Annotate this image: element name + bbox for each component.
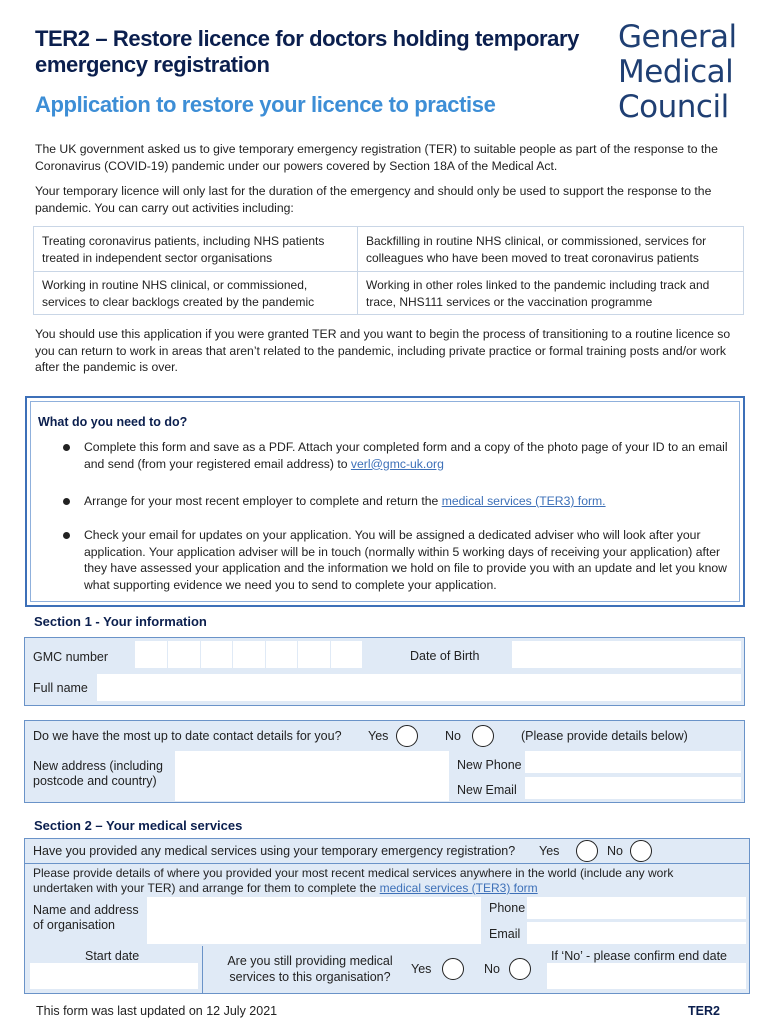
contact-details-box (24, 720, 745, 803)
still-no-radio[interactable] (509, 958, 531, 980)
activity-cell: Working in routine NHS clinical, or commissioned, services to clear backlogs created by the pandemic (42, 278, 315, 309)
instruction-item: Arrange for your most recent employer to complete and return the medical services (TER3) form. (84, 494, 606, 508)
instruction-item: Check your email for updates on your application. You will be assigned a dedicated adviser who will look after your application. Your application adviser will be in touch (normally within 5 working days of receiving your application) after they have assessed your application and the information we hold on file to provide you with an update and let you know what supporting evidence we need you to send to complete your application. (84, 528, 727, 592)
form-subtitle: Application to restore your licence to practise (35, 92, 496, 117)
ter3-form-link-2[interactable]: medical services (TER3) form (379, 881, 538, 895)
contact-no-radio[interactable] (472, 725, 494, 747)
org-phone-label: Phone (489, 901, 526, 915)
bullet-icon (63, 444, 70, 451)
new-address-input[interactable] (175, 751, 449, 801)
intro-paragraph-3: You should use this application if you were granted TER and you want to begin the process of transitioning to a routine licence so you can return to work in areas that aren’t related to the pandemic, including private practice or formal training posts and/or work after the pandemic is over. (35, 327, 731, 374)
contact-note: (Please provide details below) (521, 729, 688, 743)
intro-paragraph-1: The UK government asked us to give temporary emergency registration (TER) to suitable people as part of the response to the Coronavirus (COVID-19) pandemic under our powers covered by Section 18A of the Medical Act. (35, 142, 718, 173)
logo-line-general: General (618, 19, 737, 55)
services-question: Have you provided any medical services using your temporary emergency registration? (33, 844, 516, 858)
your-information-box (24, 637, 745, 706)
start-date-input[interactable] (30, 963, 198, 989)
section-2-heading: Section 2 – Your medical services (34, 818, 243, 833)
end-date-label: If ‘No’ - please confirm end date (551, 949, 728, 963)
new-address-label: New address (including postcode and country) (33, 759, 163, 788)
new-email-label: New Email (457, 783, 517, 797)
services-no-radio[interactable] (630, 840, 652, 862)
end-date-input[interactable] (547, 963, 746, 989)
bullet-icon (63, 532, 70, 539)
organisation-input[interactable] (147, 897, 481, 944)
still-yes-radio[interactable] (442, 958, 464, 980)
contact-no-label: No (445, 729, 461, 743)
form-title: TER2 – Restore licence for doctors holding temporary emergency registration (35, 26, 579, 77)
instructions-box (25, 396, 745, 607)
gmc-number-label: GMC number (33, 650, 109, 664)
services-yes-label: Yes (539, 844, 560, 858)
email-link[interactable]: verl@gmc-uk.org (350, 456, 444, 471)
activities-table (33, 226, 744, 315)
section-1-heading: Section 1 - Your information (34, 614, 207, 629)
org-phone-input[interactable] (527, 897, 746, 919)
services-details-text: Please provide details of where you provided your most recent medical services anywhere in the world (include any work undertaken with your TER) and arrange for them to complete the medical services (TER3) form (33, 866, 674, 895)
new-phone-label: New Phone (457, 758, 522, 772)
form-code: TER2 (688, 1004, 720, 1018)
gmc-logo (618, 20, 748, 125)
org-email-label: Email (489, 927, 521, 941)
services-yes-radio[interactable] (576, 840, 598, 862)
new-email-input[interactable] (525, 777, 741, 799)
logo-line-council: Council (618, 89, 729, 125)
gmc-number-input[interactable] (135, 641, 362, 668)
still-yes-label: Yes (411, 962, 432, 976)
new-phone-input[interactable] (525, 751, 741, 773)
still-no-label: No (484, 962, 500, 976)
contact-yes-radio[interactable] (396, 725, 418, 747)
date-of-birth-input[interactable] (512, 641, 741, 668)
table-divider (34, 271, 743, 272)
contact-question: Do we have the most up to date contact details for you? (33, 729, 342, 743)
services-no-label: No (607, 844, 623, 858)
still-providing-question: Are you still providing medical services to this organisation? (227, 954, 393, 984)
last-updated-note: This form was last updated on 12 July 2021 (36, 1004, 278, 1018)
medical-services-box (24, 838, 750, 994)
ter3-form-link[interactable]: medical services (TER3) form. (441, 494, 606, 508)
full-name-input[interactable] (97, 674, 741, 701)
instructions-heading: What do you need to do? (38, 415, 188, 429)
activity-cell: Working in other roles linked to the pandemic including track and trace, NHS111 services or the vaccination programme (366, 278, 710, 309)
intro-paragraph-2: Your temporary licence will only last for the duration of the emergency and should only be used to support the response to the pandemic. You can carry out activities including: (35, 184, 712, 215)
organisation-label: Name and address of organisation (33, 903, 139, 932)
date-of-birth-label: Date of Birth (410, 649, 480, 663)
start-date-label: Start date (85, 949, 140, 963)
contact-yes-label: Yes (368, 729, 389, 743)
logo-line-medical: Medical (618, 54, 734, 90)
org-email-input[interactable] (527, 922, 746, 944)
full-name-label: Full name (33, 681, 88, 695)
activity-cell: Backfilling in routine NHS clinical, or commissioned, services for colleagues who have been moved to treat coronavirus patients (366, 234, 707, 265)
activity-cell: Treating coronavirus patients, including NHS patients treated in independent sector organisations (42, 234, 325, 265)
bullet-icon (63, 498, 70, 505)
instruction-item: Complete this form and save as a PDF. Attach your completed form and a copy of the photo page of your ID to an email and send (from your registered email address) to verl@gmc-uk.org (84, 440, 728, 471)
